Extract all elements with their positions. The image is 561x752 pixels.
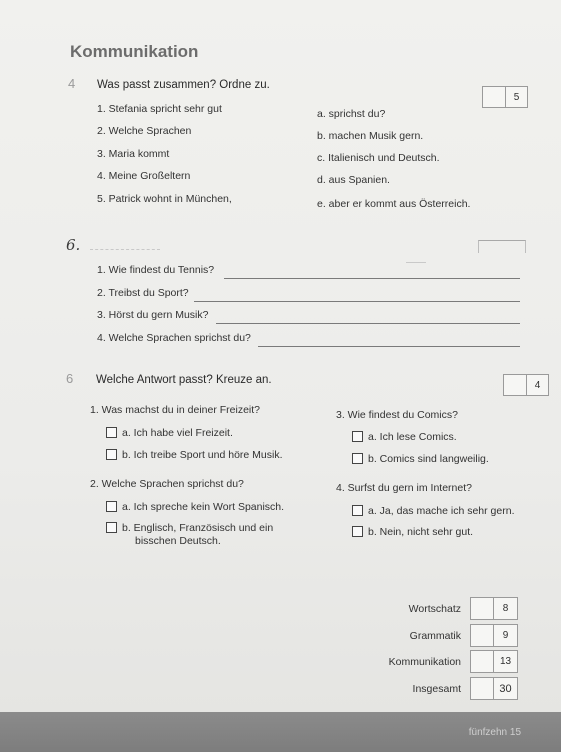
exercise-6-instruction: Welche Antwort passt? Kreuze an. xyxy=(96,374,272,386)
checkbox-1b[interactable] xyxy=(106,449,117,460)
option-2b-line2: bisschen Deutsch. xyxy=(135,535,221,547)
choice-question-3: 3. Wie findest du Comics? xyxy=(336,409,458,421)
summary-label-insgesamt: Insgesamt xyxy=(412,683,461,695)
summary-blank[interactable] xyxy=(471,598,494,619)
summary-box-wortschatz xyxy=(470,597,518,620)
score-points: 4 xyxy=(534,379,541,391)
checkbox-3b[interactable] xyxy=(352,453,363,464)
exercise-4-number: 4 xyxy=(68,76,76,91)
answer-line-3[interactable] xyxy=(216,323,520,324)
summary-blank[interactable] xyxy=(471,651,494,672)
choice-question-2: 2. Welche Sprachen sprichst du? xyxy=(90,478,244,490)
answer-line-1[interactable] xyxy=(224,278,520,279)
match-left-4: 4. Meine Großeltern xyxy=(97,170,191,182)
question-1: 1. Wie findest du Tennis? xyxy=(97,264,215,276)
summary-box-kommunikation xyxy=(470,650,518,673)
score-points: 5 xyxy=(513,91,520,103)
match-right-b: b. machen Musik gern. xyxy=(317,130,424,142)
exercise-5-score-box xyxy=(478,240,526,253)
match-right-a: a. sprichst du? xyxy=(317,108,386,120)
summary-points: 30 xyxy=(499,682,512,695)
match-left-3: 3. Maria kommt xyxy=(97,148,170,160)
match-left-1: 1. Stefania spricht sehr gut xyxy=(97,103,222,115)
option-2a: a. Ich spreche kein Wort Spanisch. xyxy=(122,501,285,513)
question-2: 2. Treibst du Sport? xyxy=(97,287,189,299)
checkbox-1a[interactable] xyxy=(106,427,117,438)
summary-box-grammatik xyxy=(470,624,518,647)
page-footer-band xyxy=(0,712,561,752)
match-right-c: c. Italienisch und Deutsch. xyxy=(317,152,440,164)
option-2b-line1: b. Englisch, Französisch und ein xyxy=(122,522,274,534)
summary-blank[interactable] xyxy=(471,625,494,646)
checkbox-4a[interactable] xyxy=(352,505,363,516)
choice-question-4: 4. Surfst du gern im Internet? xyxy=(336,482,472,494)
option-3a: a. Ich lese Comics. xyxy=(368,431,457,443)
faded-heading-mark xyxy=(90,249,160,250)
match-left-2: 2. Welche Sprachen xyxy=(97,125,192,137)
option-4a: a. Ja, das mache ich sehr gern. xyxy=(368,505,515,517)
option-4b: b. Nein, nicht sehr gut. xyxy=(368,526,474,538)
score-blank[interactable] xyxy=(483,87,506,107)
answer-line-2[interactable] xyxy=(194,301,520,302)
match-right-d: d. aus Spanien. xyxy=(317,174,390,186)
choice-question-1: 1. Was machst du in deiner Freizeit? xyxy=(90,404,261,416)
option-1a: a. Ich habe viel Freizeit. xyxy=(122,427,233,439)
checkbox-2a[interactable] xyxy=(106,501,117,512)
section-title: Kommunikation xyxy=(70,42,199,61)
exercise-4-instruction: Was passt zusammen? Ordne zu. xyxy=(97,79,270,91)
summary-points: 9 xyxy=(502,630,509,641)
question-3: 3. Hörst du gern Musik? xyxy=(97,309,209,321)
checkbox-3a[interactable] xyxy=(352,431,363,442)
exercise-6-number: 6 xyxy=(66,371,74,386)
summary-label-kommunikation: Kommunikation xyxy=(388,656,461,668)
exercise-6-score-box xyxy=(503,374,549,396)
summary-label-grammatik: Grammatik xyxy=(409,630,461,642)
option-3b: b. Comics sind langweilig. xyxy=(368,453,489,465)
question-4: 4. Welche Sprachen sprichst du? xyxy=(97,332,251,344)
match-right-e: e. aber er kommt aus Österreich. xyxy=(317,198,471,210)
match-left-5: 5. Patrick wohnt in München, xyxy=(97,193,232,205)
checkbox-2b[interactable] xyxy=(106,522,117,533)
exercise-4-score-box xyxy=(482,86,528,108)
summary-label-wortschatz: Wortschatz xyxy=(408,603,461,615)
handwritten-exercise-number: 6. xyxy=(66,236,81,254)
summary-points: 13 xyxy=(499,656,512,667)
checkbox-4b[interactable] xyxy=(352,526,363,537)
summary-blank[interactable] xyxy=(471,678,494,699)
answer-line-4[interactable] xyxy=(258,346,520,347)
page-number: fünfzehn 15 xyxy=(468,727,521,738)
faded-mark xyxy=(406,262,426,263)
summary-points: 8 xyxy=(502,603,509,614)
summary-box-insgesamt xyxy=(470,677,518,700)
score-blank[interactable] xyxy=(504,375,527,395)
option-1b: b. Ich treibe Sport und höre Musik. xyxy=(122,449,283,461)
